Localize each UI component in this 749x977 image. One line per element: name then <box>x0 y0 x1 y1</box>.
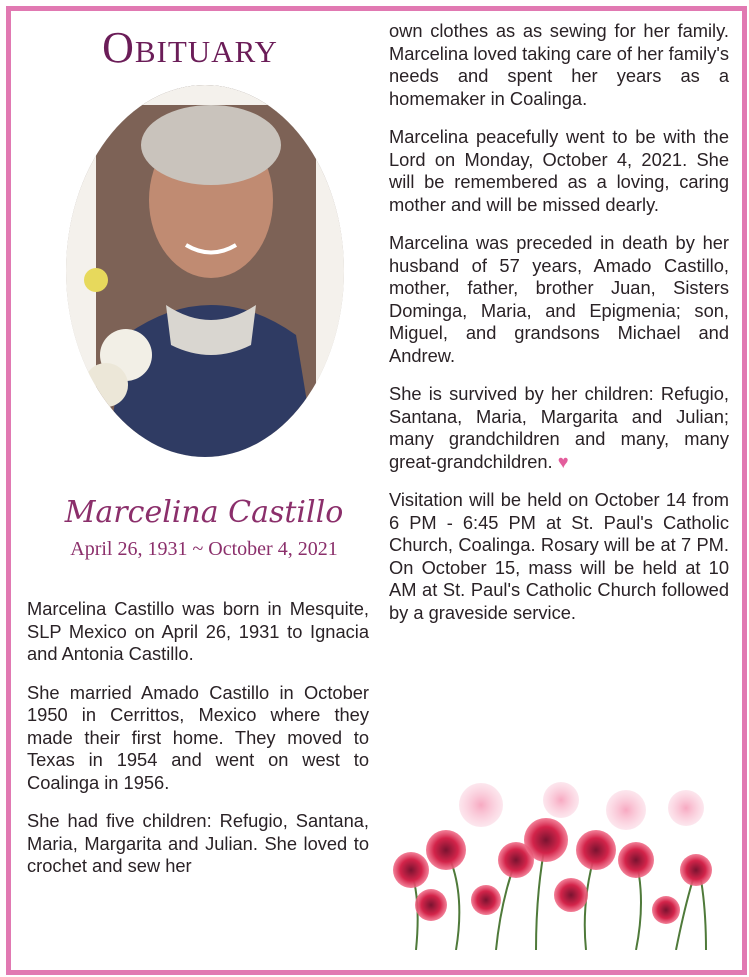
page-title: Obituary <box>102 23 278 72</box>
paragraph: Marcelina peacefully went to be with the Lord on Monday, October 4, 2021. She will be remembered as a loving, caring mother and will be missed dearly. <box>389 126 729 215</box>
heart-icon: ♥ <box>557 450 569 472</box>
life-dates: April 26, 1931 ~ October 4, 2021 <box>70 538 338 560</box>
paragraph: Marcelina Castillo was born in Mesquite, SLP Mexico on April 26, 1931 to Ignacia and Antonia Castillo. <box>27 598 369 664</box>
paragraph-text: She is survived by her children: Refugio, Santana, Maria, Margarita and Julian; many grandchildren and many, many great-grandchildren. <box>389 383 729 472</box>
deceased-name: Marcelina Castillo <box>64 495 344 530</box>
paragraph: She had five children: Refugio, Santana, Maria, Margarita and Julian. She loved to crochet and sew her <box>27 810 369 876</box>
right-column <box>389 20 729 640</box>
poppy-flowers-illustration <box>386 780 721 950</box>
paragraph: Visitation will be held on October 14 from 6 PM - 6:45 PM at St. Paul's Catholic Church, Coalinga. Rosary will be at 7 PM. On October 15, mass will be held at 10 AM at St. Paul's Catholic Church followed by a graveside service. <box>389 489 729 623</box>
paragraph-survivors <box>389 383 729 473</box>
paragraph: Marcelina was preceded in death by her husband of 57 years, Amado Castillo, mother, father, brother Juan, Sisters Dominga, Maria, and Epigmenia; son, Miguel, and grandsons Michael and Andrew. <box>389 232 729 366</box>
portrait-photo <box>66 85 344 457</box>
left-column <box>27 598 369 894</box>
paragraph: own clothes as as sewing for her family. Marcelina loved taking care of her family's needs and spent her years as a homemaker in Coalinga. <box>389 20 729 109</box>
paragraph: She married Amado Castillo in October 1950 in Cerrittos, Mexico where they made their first home. They moved to Texas in 1954 and went on west to Coalinga in 1956. <box>27 681 369 793</box>
